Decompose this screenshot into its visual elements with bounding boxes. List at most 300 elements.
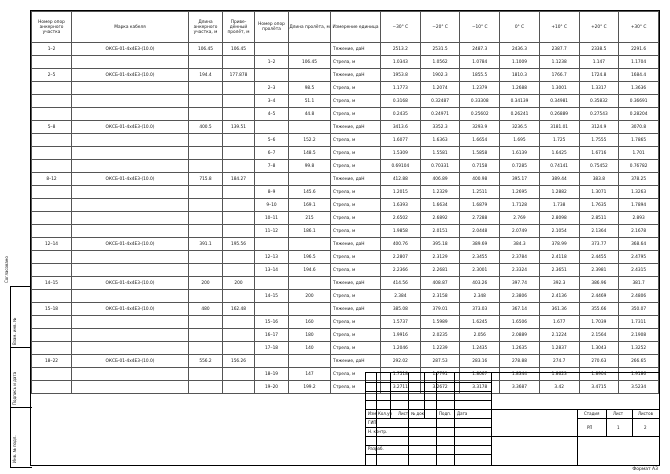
table-cell: 2.7288: [460, 212, 500, 225]
filing-strip: [10, 286, 32, 468]
table-cell: 2338.5: [579, 43, 619, 56]
table-cell: 2.1054: [539, 225, 579, 238]
table-row: [32, 355, 659, 368]
table-cell: ОКСБ-01-4х4Е3-(10.0): [72, 43, 189, 56]
table-cell: 186.1: [289, 225, 331, 238]
column-header: Измерение единица: [331, 12, 381, 43]
table-cell: 11–12: [255, 225, 289, 238]
table-cell: 0.7285: [500, 160, 540, 173]
table-cell: [223, 264, 255, 277]
table-cell: [72, 329, 189, 342]
table-cell: Тяжение, даН: [331, 69, 381, 82]
table-cell: 1684.4: [619, 69, 659, 82]
table-cell: 408.87: [420, 277, 460, 290]
table-cell: [32, 160, 72, 173]
table-row: [32, 303, 659, 316]
table-cell: Стрела, м: [331, 56, 381, 69]
table-cell: 556.2: [189, 355, 223, 368]
table-cell: Тяжение, даН: [331, 238, 381, 251]
table-cell: 1.2074: [420, 82, 460, 95]
table-cell: 0.76782: [619, 160, 659, 173]
table-cell: 3.42: [539, 381, 579, 394]
tb-col-doc: № док.: [411, 411, 426, 416]
column-header: Приведённый пролёт, м: [223, 12, 255, 43]
table-cell: Стрела, м: [331, 251, 381, 264]
table-row: [32, 290, 659, 303]
table-cell: [32, 329, 72, 342]
table-cell: 1.9916: [381, 329, 421, 342]
table-cell: 1.6363: [420, 134, 460, 147]
table-cell: 3.3687: [500, 381, 540, 394]
table-cell: 1.6425: [539, 147, 579, 160]
table-cell: [223, 342, 255, 355]
table-row: [32, 43, 659, 56]
approved-label: Согласовано: [4, 256, 9, 283]
table-cell: 1855.5: [460, 69, 500, 82]
table-row: [32, 147, 659, 160]
table-cell: [189, 186, 223, 199]
table-cell: 2.0235: [420, 329, 460, 342]
table-cell: 106.45: [223, 43, 255, 56]
table-cell: 378.25: [619, 173, 659, 186]
table-cell: 2291.6: [619, 43, 659, 56]
table-cell: [223, 329, 255, 342]
table-row: [32, 225, 659, 238]
table-cell: ОКСБ-01-4х4Е3-(10.0): [72, 303, 189, 316]
table-cell: [189, 264, 223, 277]
table-cell: 391.1: [189, 238, 223, 251]
table-cell: 2.4455: [579, 251, 619, 264]
table-cell: 1.6393: [381, 199, 421, 212]
table-cell: 0.28204: [619, 108, 659, 121]
table-cell: [289, 43, 331, 56]
table-cell: 3124.9: [579, 121, 619, 134]
table-cell: 3.2711: [381, 381, 421, 394]
table-cell: 283.16: [460, 355, 500, 368]
table-cell: 400.98: [460, 173, 500, 186]
table-cell: 1.6077: [381, 134, 421, 147]
table-cell: 1724.8: [579, 69, 619, 82]
table-cell: [223, 199, 255, 212]
table-cell: 0.2435: [381, 108, 421, 121]
table-cell: 2.4469: [579, 290, 619, 303]
table-cell: [189, 82, 223, 95]
table-cell: 16–17: [255, 329, 289, 342]
table-cell: 2.1564: [579, 329, 619, 342]
table-cell: 140: [289, 342, 331, 355]
table-cell: Стрела, м: [331, 160, 381, 173]
format-label: Формат А3: [632, 467, 658, 472]
table-cell: 2487.3: [460, 43, 500, 56]
strip-label-replace: Взам. инв. №: [12, 317, 17, 345]
table-cell: [289, 121, 331, 134]
table-cell: 2.3129: [420, 251, 460, 264]
table-cell: 180: [289, 329, 331, 342]
table-cell: 1.9858: [381, 225, 421, 238]
table-cell: 367.14: [500, 303, 540, 316]
table-cell: 2.1678: [619, 225, 659, 238]
table-cell: [189, 329, 223, 342]
table-cell: [189, 108, 223, 121]
table-cell: 385.08: [381, 303, 421, 316]
table-cell: [72, 199, 189, 212]
table-cell: 147: [289, 368, 331, 381]
table-cell: [72, 134, 189, 147]
table-cell: 2–5: [32, 69, 72, 82]
table-cell: 0.74141: [539, 160, 579, 173]
table-cell: [32, 199, 72, 212]
tb-col-sign: Подп.: [439, 411, 452, 416]
table-cell: 384.3: [500, 238, 540, 251]
strip-cell-sign: [11, 347, 32, 408]
table-cell: 1.5581: [420, 147, 460, 160]
table-cell: 1.695: [500, 134, 540, 147]
table-cell: [223, 368, 255, 381]
table-cell: 2.3981: [579, 264, 619, 277]
table-cell: 1.1773: [381, 82, 421, 95]
table-cell: [189, 160, 223, 173]
table-cell: 1.6139: [500, 147, 540, 160]
table-cell: [289, 303, 331, 316]
table-cell: 98.5: [289, 82, 331, 95]
table-row: [32, 277, 659, 290]
table-cell: ОКСБ-01-4х4Е3-(10.0): [72, 277, 189, 290]
table-cell: [32, 381, 72, 394]
table-cell: 1.725: [539, 134, 579, 147]
table-cell: 1.2695: [500, 186, 540, 199]
table-cell: 395.17: [500, 173, 540, 186]
table-row: [32, 95, 659, 108]
table-cell: 3.3178: [460, 381, 500, 394]
tb-role-chief: ГИП: [368, 420, 377, 425]
table-cell: 1.7518: [381, 368, 421, 381]
table-cell: 2.4118: [539, 251, 579, 264]
table-cell: [223, 251, 255, 264]
table-cell: [32, 342, 72, 355]
table-row: [32, 173, 659, 186]
column-header: Марка кабеля: [72, 12, 189, 43]
table-cell: 1.3001: [539, 82, 579, 95]
table-cell: 5–8: [32, 121, 72, 134]
table-cell: [255, 303, 289, 316]
table-cell: 99.8: [289, 160, 331, 173]
table-cell: 274.7: [539, 355, 579, 368]
table-cell: 1.3252: [619, 342, 659, 355]
table-cell: 106.45: [289, 56, 331, 69]
table-cell: 12–13: [255, 251, 289, 264]
table-cell: [289, 69, 331, 82]
table-cell: [223, 212, 255, 225]
table-cell: 1.3263: [619, 186, 659, 199]
table-cell: 1.7039: [579, 316, 619, 329]
table-cell: Стрела, м: [331, 212, 381, 225]
table-cell: 2.3651: [539, 264, 579, 277]
table-cell: 2436.3: [500, 43, 540, 56]
table-cell: Тяжение, даН: [331, 355, 381, 368]
table-cell: 2.3784: [500, 251, 540, 264]
table-cell: 3.2672: [420, 381, 460, 394]
table-cell: 389.69: [460, 238, 500, 251]
table-cell: 9–10: [255, 199, 289, 212]
table-cell: 3352.3: [420, 121, 460, 134]
table-cell: [72, 342, 189, 355]
strip-label-inv: Инв. № подл.: [12, 435, 17, 463]
table-cell: 6–7: [255, 147, 289, 160]
table-cell: 1.0562: [420, 56, 460, 69]
table-cell: 0.3168: [381, 95, 421, 108]
table-cell: 13–14: [255, 264, 289, 277]
table-cell: 389.44: [539, 173, 579, 186]
tb-sheets-header: Листов: [638, 411, 653, 416]
table-cell: [223, 56, 255, 69]
table-cell: [223, 186, 255, 199]
tb-stage-value: РП: [587, 425, 593, 430]
table-cell: 0.27543: [579, 108, 619, 121]
table-cell: 1.2837: [539, 342, 579, 355]
table-row: [32, 342, 659, 355]
table-cell: 200: [223, 277, 255, 290]
table-row: [32, 329, 659, 342]
table-cell: 1.2882: [539, 186, 579, 199]
table-cell: 3181.01: [539, 121, 579, 134]
table-cell: 368.64: [619, 238, 659, 251]
table-cell: 1.1704: [619, 56, 659, 69]
table-cell: 1.7635: [579, 199, 619, 212]
table-cell: 8–12: [32, 173, 72, 186]
table-cell: [72, 186, 189, 199]
table-row: [32, 199, 659, 212]
table-cell: 196.5: [289, 251, 331, 264]
table-cell: [72, 251, 189, 264]
table-cell: 0.24971: [420, 108, 460, 121]
table-cell: 350.07: [619, 303, 659, 316]
table-cell: 1.2239: [420, 342, 460, 355]
table-cell: [72, 381, 189, 394]
column-header: −10° С: [460, 12, 500, 43]
table-cell: 2.3158: [420, 290, 460, 303]
table-cell: Стрела, м: [331, 186, 381, 199]
table-cell: [72, 264, 189, 277]
table-cell: 3236.5: [500, 121, 540, 134]
table-cell: [223, 225, 255, 238]
table-cell: 1.3071: [579, 186, 619, 199]
table-cell: 12–14: [32, 238, 72, 251]
table-cell: 2.0151: [420, 225, 460, 238]
table-cell: [223, 82, 255, 95]
table-cell: 287.53: [420, 355, 460, 368]
table-cell: 2.4136: [539, 290, 579, 303]
table-cell: 2.348: [460, 290, 500, 303]
table-cell: 1–2: [255, 56, 289, 69]
table-cell: [255, 121, 289, 134]
table-cell: [32, 134, 72, 147]
table-cell: Тяжение, даН: [331, 121, 381, 134]
table-cell: [255, 173, 289, 186]
table-cell: ОКСБ-01-4х4Е3-(10.0): [72, 355, 189, 368]
table-cell: [189, 342, 223, 355]
table-row: [32, 238, 659, 251]
table-cell: 381.7: [619, 277, 659, 290]
tb-sheets-value: 2: [644, 425, 647, 430]
table-cell: [223, 134, 255, 147]
table-cell: 4–5: [255, 108, 289, 121]
table-cell: 215: [289, 212, 331, 225]
table-cell: 106.45: [189, 43, 223, 56]
column-header: +30° С: [619, 12, 659, 43]
table-cell: [189, 134, 223, 147]
table-cell: 1.7894: [619, 199, 659, 212]
table-cell: 397.74: [500, 277, 540, 290]
table-cell: 1.7128: [500, 199, 540, 212]
table-cell: 14–15: [255, 290, 289, 303]
column-header: +10° С: [539, 12, 579, 43]
tb-col-change: Изм.: [368, 411, 378, 416]
table-cell: 1.8344: [500, 368, 540, 381]
table-cell: 15–16: [255, 316, 289, 329]
table-cell: Стрела, м: [331, 329, 381, 342]
table-cell: Стрела, м: [331, 225, 381, 238]
table-cell: 2.769: [500, 212, 540, 225]
table-cell: 199.2: [289, 381, 331, 394]
table-cell: 156.26: [223, 355, 255, 368]
tb-sheet-header: Лист: [613, 411, 624, 416]
table-cell: Стрела, м: [331, 134, 381, 147]
table-cell: 1.6716: [579, 147, 619, 160]
table-cell: Стрела, м: [331, 290, 381, 303]
table-cell: 194.6: [289, 264, 331, 277]
table-cell: 1.1009: [500, 56, 540, 69]
table-cell: 412.88: [381, 173, 421, 186]
table-cell: [32, 316, 72, 329]
table-cell: 1.8904: [579, 368, 619, 381]
table-row: [32, 82, 659, 95]
table-cell: [189, 251, 223, 264]
table-cell: 1.677: [539, 316, 579, 329]
table-cell: 0.32487: [420, 95, 460, 108]
table-cell: [223, 147, 255, 160]
table-cell: 0.34139: [500, 95, 540, 108]
table-row: [32, 212, 659, 225]
table-cell: 184.27: [223, 173, 255, 186]
table-cell: [32, 56, 72, 69]
table-cell: [189, 290, 223, 303]
table-cell: Тяжение, даН: [331, 43, 381, 56]
table-cell: 160: [289, 316, 331, 329]
table-cell: [189, 316, 223, 329]
table-cell: ОКСБ-01-4х4Е3-(10.0): [72, 69, 189, 82]
table-cell: 1.5858: [460, 147, 500, 160]
table-cell: 14–15: [32, 277, 72, 290]
table-cell: 1.6245: [460, 316, 500, 329]
table-row: [32, 186, 659, 199]
table-cell: 177.878: [223, 69, 255, 82]
table-cell: 1.2688: [500, 82, 540, 95]
table-cell: 2.6892: [420, 212, 460, 225]
table-cell: Стрела, м: [331, 342, 381, 355]
table-cell: 2.893: [619, 212, 659, 225]
table-cell: [255, 43, 289, 56]
table-cell: 2.8511: [579, 212, 619, 225]
table-cell: 1.6634: [420, 199, 460, 212]
table-cell: 2387.7: [539, 43, 579, 56]
table-cell: 1–2: [32, 43, 72, 56]
tb-col-sheet: Лист: [398, 411, 409, 416]
table-cell: 10–11: [255, 212, 289, 225]
table-cell: 2531.5: [420, 43, 460, 56]
table-row: [32, 264, 659, 277]
table-cell: [32, 95, 72, 108]
table-cell: 379.01: [420, 303, 460, 316]
table-cell: 1.6506: [500, 316, 540, 329]
table-cell: [72, 316, 189, 329]
table-cell: 1.3317: [579, 82, 619, 95]
table-cell: 1.2635: [500, 342, 540, 355]
table-cell: 383.8: [579, 173, 619, 186]
table-cell: [255, 277, 289, 290]
table-cell: 152.2: [289, 134, 331, 147]
table-cell: Стрела, м: [331, 199, 381, 212]
table-cell: 1.5737: [381, 316, 421, 329]
table-cell: 715.8: [189, 173, 223, 186]
table-cell: 1.2046: [381, 342, 421, 355]
table-cell: 1.8623: [539, 368, 579, 381]
tb-col-qty: Кол.уч: [378, 411, 392, 416]
table-cell: 1.2015: [381, 186, 421, 199]
column-header: +20° С: [579, 12, 619, 43]
table-cell: [32, 212, 72, 225]
table-cell: 162.48: [223, 303, 255, 316]
table-cell: 3413.6: [381, 121, 421, 134]
table-cell: 51.1: [289, 95, 331, 108]
table-cell: 2.3806: [500, 290, 540, 303]
tb-stage-header: Стадия: [584, 411, 600, 416]
column-header: 0° С: [500, 12, 540, 43]
table-cell: [223, 108, 255, 121]
table-cell: 2.4315: [619, 264, 659, 277]
table-cell: 1.2435: [460, 342, 500, 355]
table-cell: [72, 82, 189, 95]
table-cell: 270.63: [579, 355, 619, 368]
title-block: [365, 372, 660, 466]
table-cell: 0.25602: [460, 108, 500, 121]
tb-role-control: Н. контр.: [368, 429, 388, 434]
table-row: [32, 56, 659, 69]
tb-role-author: Разраб.: [368, 446, 384, 451]
table-cell: 195.56: [223, 238, 255, 251]
table-cell: 2513.2: [381, 43, 421, 56]
table-cell: 414.56: [381, 277, 421, 290]
table-cell: 0.33308: [460, 95, 500, 108]
table-cell: 406.89: [420, 173, 460, 186]
table-cell: 2.3455: [460, 251, 500, 264]
table-cell: [72, 160, 189, 173]
column-header: Длина анкерного участка, м: [189, 12, 223, 43]
table-cell: 0.34981: [539, 95, 579, 108]
table-cell: 1.7311: [619, 316, 659, 329]
table-cell: 200: [189, 277, 223, 290]
table-cell: [72, 225, 189, 238]
table-cell: [189, 381, 223, 394]
table-cell: 480: [189, 303, 223, 316]
table-cell: 0.75452: [579, 160, 619, 173]
table-cell: Стрела, м: [331, 368, 381, 381]
table-cell: 18–22: [32, 355, 72, 368]
table-cell: Стрела, м: [331, 82, 381, 95]
table-cell: 392.3: [539, 277, 579, 290]
table-cell: [32, 264, 72, 277]
table-cell: 3070.8: [619, 121, 659, 134]
table-cell: ОКСБ-01-4х4Е3-(10.0): [72, 121, 189, 134]
